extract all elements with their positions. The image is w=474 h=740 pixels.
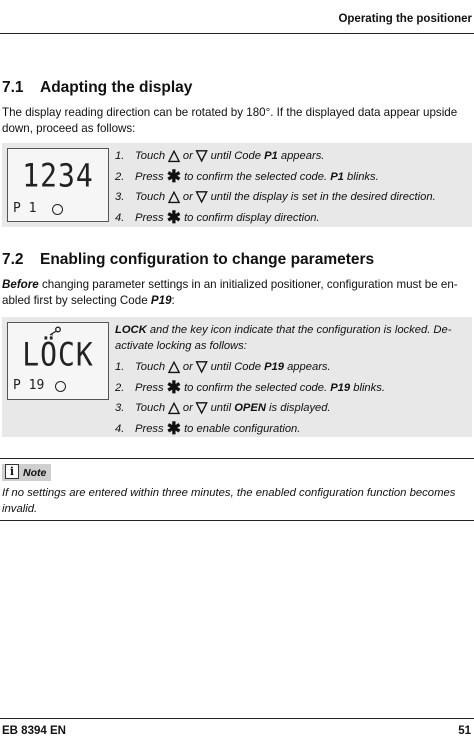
- step-item: 2. Press ✱ to confirm the selected code. P19 blinks.: [115, 377, 385, 397]
- section-number: 7.2: [2, 251, 24, 268]
- info-icon: i: [5, 464, 19, 479]
- step-item: 4. Press ✱ to enable configuration.: [115, 418, 301, 438]
- lock-description: LOCK and the key icon indicate that the configuration is locked. De-activate locking as follows:: [115, 324, 452, 352]
- up-arrow-icon: △: [168, 188, 180, 205]
- section-intro: The display reading direction can be rotated by 180°. If the displayed data appear upside down, proceed as follows:: [2, 106, 458, 135]
- footer-rule: [0, 718, 474, 719]
- section-heading-7-1: [2, 79, 192, 97]
- step-item: 1. Touch △ or ▽ until Code P19 appears.: [115, 358, 331, 375]
- step-item: 3. Touch △ or ▽ until OPEN is displayed.: [115, 399, 331, 416]
- step-item: 3. Touch △ or ▽ until the display is set in the desired direction.: [115, 188, 436, 205]
- section-title: Adapting the display: [40, 79, 193, 96]
- page-number: 51: [458, 725, 471, 737]
- star-key-icon: ✱: [166, 207, 181, 227]
- lcd-rotate-icon: [55, 381, 66, 392]
- star-key-icon: ✱: [166, 377, 181, 397]
- section-title: Enabling configuration to change parameters: [40, 251, 375, 268]
- note-badge: [2, 464, 51, 481]
- lcd-display: [7, 148, 109, 222]
- star-key-icon: ✱: [166, 418, 181, 438]
- lcd-main-readout: LÖCK: [22, 335, 94, 374]
- up-arrow-icon: △: [168, 399, 180, 416]
- footer-document-id: EB 8394 EN: [2, 725, 66, 737]
- section-intro: Before changing parameter settings in an initialized positioner, configuration must be en-abled first by selecting Code P19:: [2, 278, 458, 307]
- step-item: 4. Press ✱ to confirm display direction.: [115, 207, 320, 227]
- page-header-title: Operating the positioner: [338, 13, 472, 25]
- note-text: If no settings are entered within three minutes, the enabled configuration function becomes invalid.: [2, 487, 456, 515]
- key-icon: [48, 326, 62, 336]
- instruction-box-configuration: [2, 317, 472, 437]
- section-heading-7-2: [2, 251, 374, 269]
- down-arrow-icon: ▽: [195, 399, 208, 416]
- lcd-main-readout: 1234: [22, 156, 94, 195]
- down-arrow-icon: ▽: [195, 358, 208, 375]
- note-top-rule: [0, 458, 474, 459]
- step-item: 1. Touch △ or ▽ until Code P1 appears.: [115, 147, 325, 164]
- down-arrow-icon: ▽: [195, 188, 208, 205]
- steps-list: [115, 146, 468, 228]
- note-bottom-rule: [0, 520, 474, 521]
- header-rule: [0, 33, 474, 34]
- instruction-box-display: [2, 143, 472, 227]
- steps-list: [115, 322, 468, 439]
- lcd-code-readout: P 1: [13, 201, 37, 216]
- lcd-display: [7, 322, 109, 400]
- section-number: 7.1: [2, 79, 24, 96]
- star-key-icon: ✱: [166, 166, 181, 186]
- step-item: 2. Press ✱ to confirm the selected code. P1 blinks.: [115, 166, 379, 186]
- lcd-code-readout: P 19: [13, 378, 45, 393]
- up-arrow-icon: △: [168, 147, 180, 164]
- down-arrow-icon: ▽: [195, 147, 208, 164]
- lcd-rotate-icon: [52, 204, 63, 215]
- up-arrow-icon: △: [168, 358, 180, 375]
- note-label: Note: [23, 467, 47, 479]
